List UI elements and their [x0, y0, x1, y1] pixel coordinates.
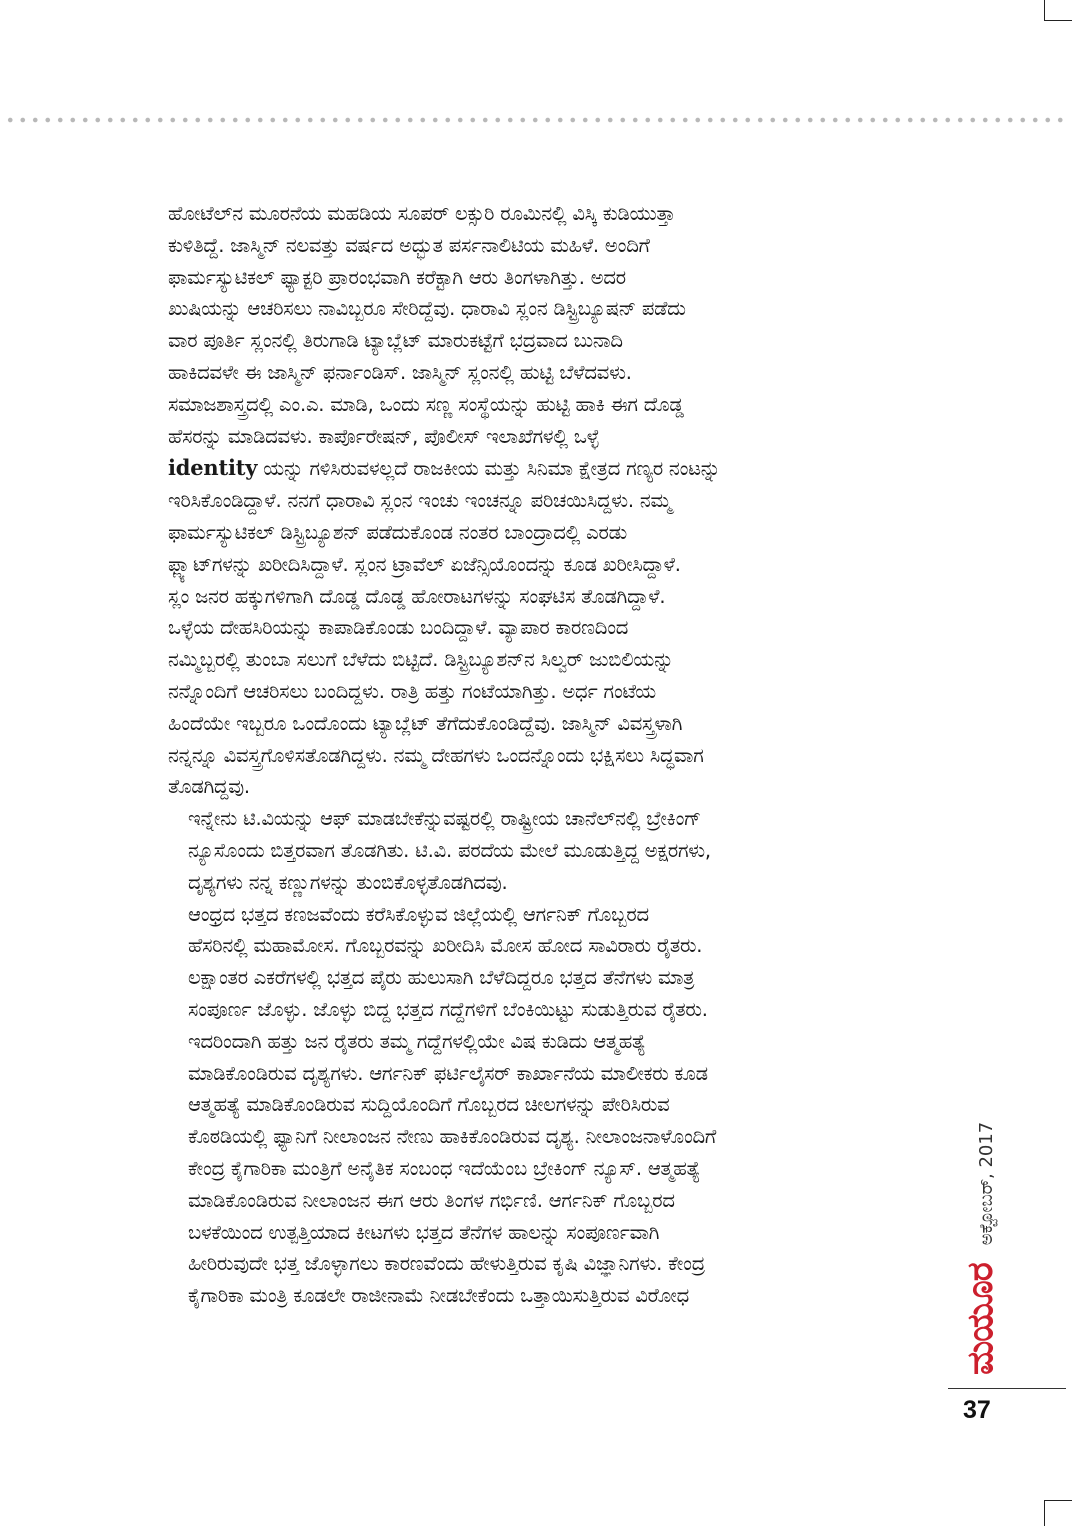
text-line: ಇರಿಸಿಕೊಂಡಿದ್ದಾಳೆ. ನನಗೆ ಧಾರಾವಿ ಸ್ಲಂನ ಇಂಚು ಇಂಚನ್ನೂ ಪರಿಚಯಿಸಿದ್ದಳು. ನಮ್ಮ — [168, 489, 672, 513]
text-line: ನಮ್ಮಿಬ್ಬರಲ್ಲಿ ತುಂಬಾ ಸಲುಗೆ ಬೆಳೆದು ಬಿಟ್ಟಿದೆ. ಡಿಸ್ಟ್ರಿಬ್ಯೂಶನ್‌ನ ಸಿಲ್ವರ್ ಜುಬಿಲಿಯನ್ನು — [168, 648, 674, 672]
page-number: 37 — [963, 1396, 991, 1424]
article-body — [168, 198, 898, 1312]
text-line: ಹೆಸರನ್ನು ಮಾಡಿದವಳು. ಕಾರ್ಪೊರೇಷನ್, ಪೊಲೀಸ್ ಇಲಾಖೆಗಳಲ್ಲಿ ಒಳ್ಳೆ — [168, 424, 600, 448]
text-line: ಸಮಾಜಶಾಸ್ತ್ರದಲ್ಲಿ ಎಂ.ಎ. ಮಾಡಿ, ಒಂದು ಸಣ್ಣ ಸಂಸ್ಥೆಯನ್ನು ಹುಟ್ಟಿ ಹಾಕಿ ಈಗ ದೊಡ್ಡ — [168, 392, 684, 416]
text-line: identity ಯನ್ನು ಗಳಿಸಿರುವಳಲ್ಲದೆ ರಾಜಕೀಯ ಮತ್ತು ಸಿನಿಮಾ ಕ್ಷೇತ್ರದ ಗಣ್ಯರ ನಂಟನ್ನು — [168, 455, 721, 481]
text-line: ಆತ್ಮಹತ್ಯೆ ಮಾಡಿಕೊಂಡಿರುವ ಸುದ್ದಿಯೊಂದಿಗೆ ಗೊಬ್ಬರದ ಚೀಲಗಳನ್ನು ಪೇರಿಸಿರುವ — [188, 1093, 670, 1117]
text-line: ನ್ಯೂಸೊಂದು ಬಿತ್ತರವಾಗ ತೊಡಗಿತು. ಟಿ.ವಿ. ಪರದೆಯ ಮೇಲೆ ಮೂಡುತ್ತಿದ್ದ ಅಕ್ಷರಗಳು, — [188, 838, 711, 862]
text-line: ಕೈಗಾರಿಕಾ ಮಂತ್ರಿ ಕೂಡಲೇ ರಾಜೀನಾಮೆ ನೀಡಬೇಕೆಂದು ಒತ್ತಾಯಿಸುತ್ತಿರುವ ವಿರೋಧ — [188, 1284, 690, 1308]
crop-mark-top — [1044, 0, 1072, 21]
text-line: ಸ್ಲಂ ಜನರ ಹಕ್ಕುಗಳಿಗಾಗಿ ದೊಡ್ಡ ದೊಡ್ಡ ಹೋರಾಟಗಳನ್ನು ಸಂಘಟಿಸ ತೊಡಗಿದ್ದಾಳೆ. — [168, 584, 666, 608]
text-line: ಮಾಡಿಕೊಂಡಿರುವ ದೃಶ್ಯಗಳು. ಆರ್ಗನಿಕ್ ಫರ್ಟಿಲೈಸರ್ ಕಾರ್ಖಾನೆಯ ಮಾಲೀಕರು ಕೂಡ — [188, 1061, 708, 1085]
text-line: ಹಾಕಿದವಳೇ ಈ ಜಾಸ್ಮಿನ್ ಫರ್ನಾಂಡಿಸ್. ಜಾಸ್ಮಿನ್ ಸ್ಲಂನಲ್ಲಿ ಹುಟ್ಟಿ ಬೆಳೆದವಳು. — [168, 360, 632, 384]
text-line: ದೃಶ್ಯಗಳು ನನ್ನ ಕಣ್ಣುಗಳನ್ನು ತುಂಬಿಕೊಳ್ಳತೊಡಗಿದವು. — [188, 870, 508, 894]
article-paragraph — [168, 899, 898, 1312]
text-line: ವಾರ ಪೂರ್ತಿ ಸ್ಲಂನಲ್ಲಿ ತಿರುಗಾಡಿ ಟ್ಯಾಬ್ಲೆಟ್ ಮಾರುಕಟ್ಟೆಗೆ ಭದ್ರವಾದ ಬುನಾದಿ — [168, 329, 623, 353]
text-line: ಸಂಪೂರ್ಣ ಜೊಳ್ಳು. ಜೊಳ್ಳು ಬಿದ್ದ ಭತ್ತದ ಗದ್ದೆಗಳಿಗೆ ಬೆಂಕಿಯಿಟ್ಟು ಸುಡುತ್ತಿರುವ ರೈತರು. — [188, 997, 708, 1021]
text-line: ಮಾಡಿಕೊಂಡಿರುವ ನೀಲಾಂಜನ ಈಗ ಆರು ತಿಂಗಳ ಗರ್ಭಿಣಿ. ಆರ್ಗನಿಕ್ ಗೊಬ್ಬರದ — [188, 1188, 675, 1212]
text-line: ಕೇಂದ್ರ ಕೈಗಾರಿಕಾ ಮಂತ್ರಿಗೆ ಅನೈತಿಕ ಸಂಬಂಧ ಇದೆಯೆಂಬ ಬ್ರೇಕಿಂಗ್ ನ್ಯೂಸ್. ಆತ್ಮಹತ್ಯೆ — [188, 1156, 701, 1180]
text-line: ಇದರಿಂದಾಗಿ ಹತ್ತು ಜನ ರೈತರು ತಮ್ಮ ಗದ್ದೆಗಳಲ್ಲಿಯೇ ವಿಷ ಕುಡಿದು ಆತ್ಮಹತ್ಯೆ — [188, 1029, 646, 1053]
issue-date: ಅಕ್ಟೋಬರ್, 2017 — [976, 1121, 997, 1246]
text-line: ಹೋಟೆಲ್‌ನ ಮೂರನೆಯ ಮಹಡಿಯ ಸೂಪರ್ ಲಕ್ಸುರಿ ರೂಮಿನಲ್ಲಿ ವಿಸ್ಕಿ ಕುಡಿಯುತ್ತಾ — [168, 202, 676, 225]
text-line: ಕುಳಿತಿದ್ದೆ. ಜಾಸ್ಮಿನ್ ನಲವತ್ತು ವರ್ಷದ ಅದ್ಭುತ ಪರ್ಸನಾಲಿಟಿಯ ಮಹಿಳೆ. ಅಂದಿಗೆ — [168, 233, 650, 257]
text-line: ನನ್ನೊಂದಿಗೆ ಆಚರಿಸಲು ಬಂದಿದ್ದಳು. ರಾತ್ರಿ ಹತ್ತು ಗಂಟೆಯಾಗಿತ್ತು. ಅರ್ಧ ಗಂಟೆಯ — [168, 679, 656, 703]
text-line: ಆಂಧ್ರದ ಭತ್ತದ ಕಣಜವೆಂದು ಕರೆಸಿಕೊಳ್ಳುವ ಜಿಲ್ಲೆಯಲ್ಲಿ ಆರ್ಗನಿಕ್ ಗೊಬ್ಬರದ — [188, 902, 649, 926]
text-line: ಒಳ್ಳೆಯ ದೇಹಸಿರಿಯನ್ನು ಕಾಪಾಡಿಕೊಂಡು ಬಂದಿದ್ದಾಳೆ. ವ್ಯಾಪಾರ ಕಾರಣದಿಂದ — [168, 616, 629, 640]
text-line: ಲಕ್ಷಾಂತರ ಎಕರೆಗಳಲ್ಲಿ ಭತ್ತದ ಪೈರು ಹುಲುಸಾಗಿ ಬೆಳೆದಿದ್ದರೂ ಭತ್ತದ ತೆನೆಗಳು ಮಾತ್ರ — [188, 966, 695, 990]
article-paragraph — [168, 803, 898, 898]
article-paragraph — [168, 198, 898, 803]
text-line: ಫಾರ್ಮಸ್ಯುಟಿಕಲ್ ಡಿಸ್ಟ್ರಿಬ್ಯೂಶನ್ ಪಡೆದುಕೊಂಡ ನಂತರ ಬಾಂದ್ರಾದಲ್ಲಿ ಎರಡು — [168, 520, 627, 544]
text-line: ಖುಷಿಯನ್ನು ಆಚರಿಸಲು ನಾವಿಬ್ಬರೂ ಸೇರಿದ್ದೆವು. ಧಾರಾವಿ ಸ್ಲಂನ ಡಿಸ್ಟ್ರಿಬ್ಯೂಷನ್ ಪಡೆದು — [168, 297, 686, 321]
crop-mark-bottom — [1044, 1500, 1072, 1526]
text-line: ನನ್ನನ್ನೂ ವಿವಸ್ತ್ರಗೊಳಿಸತೊಡಗಿದ್ದಳು. ನಮ್ಮ ದೇಹಗಳು ಒಂದನ್ನೊಂದು ಭಕ್ಷಿಸಲು ಸಿದ್ಧವಾಗ — [168, 743, 704, 767]
text-line: ಫ್ಲ್ಯಾಟ್‌ಗಳನ್ನು ಖರೀದಿಸಿದ್ದಾಳೆ. ಸ್ಲಂನ ಟ್ರಾವೆಲ್ ಏಜೆನ್ಸಿಯೊಂದನ್ನು ಕೂಡ ಖರೀಸಿದ್ದಾಳೆ. — [168, 552, 681, 576]
text-line: ಬಳಕೆಯಿಂದ ಉತ್ಪತ್ತಿಯಾದ ಕೀಟಗಳು ಭತ್ತದ ತೆನೆಗಳ ಹಾಲನ್ನು ಸಂಪೂರ್ಣವಾಗಿ — [188, 1220, 660, 1244]
magazine-name: ಮಯೂರ — [960, 1263, 1001, 1375]
page-number-rule — [948, 1388, 1066, 1389]
text-line: ಫಾರ್ಮಸ್ಯುಟಿಕಲ್ ಫ್ಯಾಕ್ಟರಿ ಪ್ರಾರಂಭವಾಗಿ ಕರೆಕ್ಟಾಗಿ ಆರು ತಿಂಗಳಾಗಿತ್ತು. ಅದರ — [168, 265, 626, 289]
text-line: ಇನ್ನೇನು ಟಿ.ವಿಯನ್ನು ಆಫ್ ಮಾಡಬೇಕೆನ್ನುವಷ್ಟರಲ್ಲಿ ರಾಷ್ಟ್ರೀಯ ಚಾನೆಲ್‌ನಲ್ಲಿ ಬ್ರೇಕಿಂಗ್ — [188, 807, 701, 831]
text-line: ಹೆಸರಿನಲ್ಲಿ ಮಹಾಮೋಸ. ಗೊಬ್ಬರವನ್ನು ಖರೀದಿಸಿ ಮೋಸ ಹೋದ ಸಾವಿರಾರು ರೈತರು. — [188, 934, 703, 958]
text-line: ಹಿಂದೆಯೇ ಇಬ್ಬರೂ ಒಂದೊಂದು ಟ್ಯಾಬ್ಲೆಟ್ ತೆಗೆದುಕೊಂಡಿದ್ದೆವು. ಜಾಸ್ಮಿನ್ ವಿವಸ್ತ್ರಳಾಗಿ — [168, 711, 683, 735]
text-line: ತೊಡಗಿದ್ದವು. — [168, 775, 250, 799]
dotted-divider — [4, 116, 1066, 124]
text-line: ಕೊಠಡಿಯಲ್ಲಿ ಫ್ಯಾನಿಗೆ ನೀಲಾಂಜನ ನೇಣು ಹಾಕಿಕೊಂಡಿರುವ ದೃಶ್ಯ. ನೀಲಾಂಜನಾಳೊಂದಿಗೆ — [188, 1125, 717, 1149]
text-line: ಹೀರಿರುವುದೇ ಭತ್ತ ಜೊಳ್ಳಾಗಲು ಕಾರಣವೆಂದು ಹೇಳುತ್ತಿರುವ ಕೃಷಿ ವಿಜ್ಞಾನಿಗಳು. ಕೇಂದ್ರ — [188, 1252, 705, 1276]
